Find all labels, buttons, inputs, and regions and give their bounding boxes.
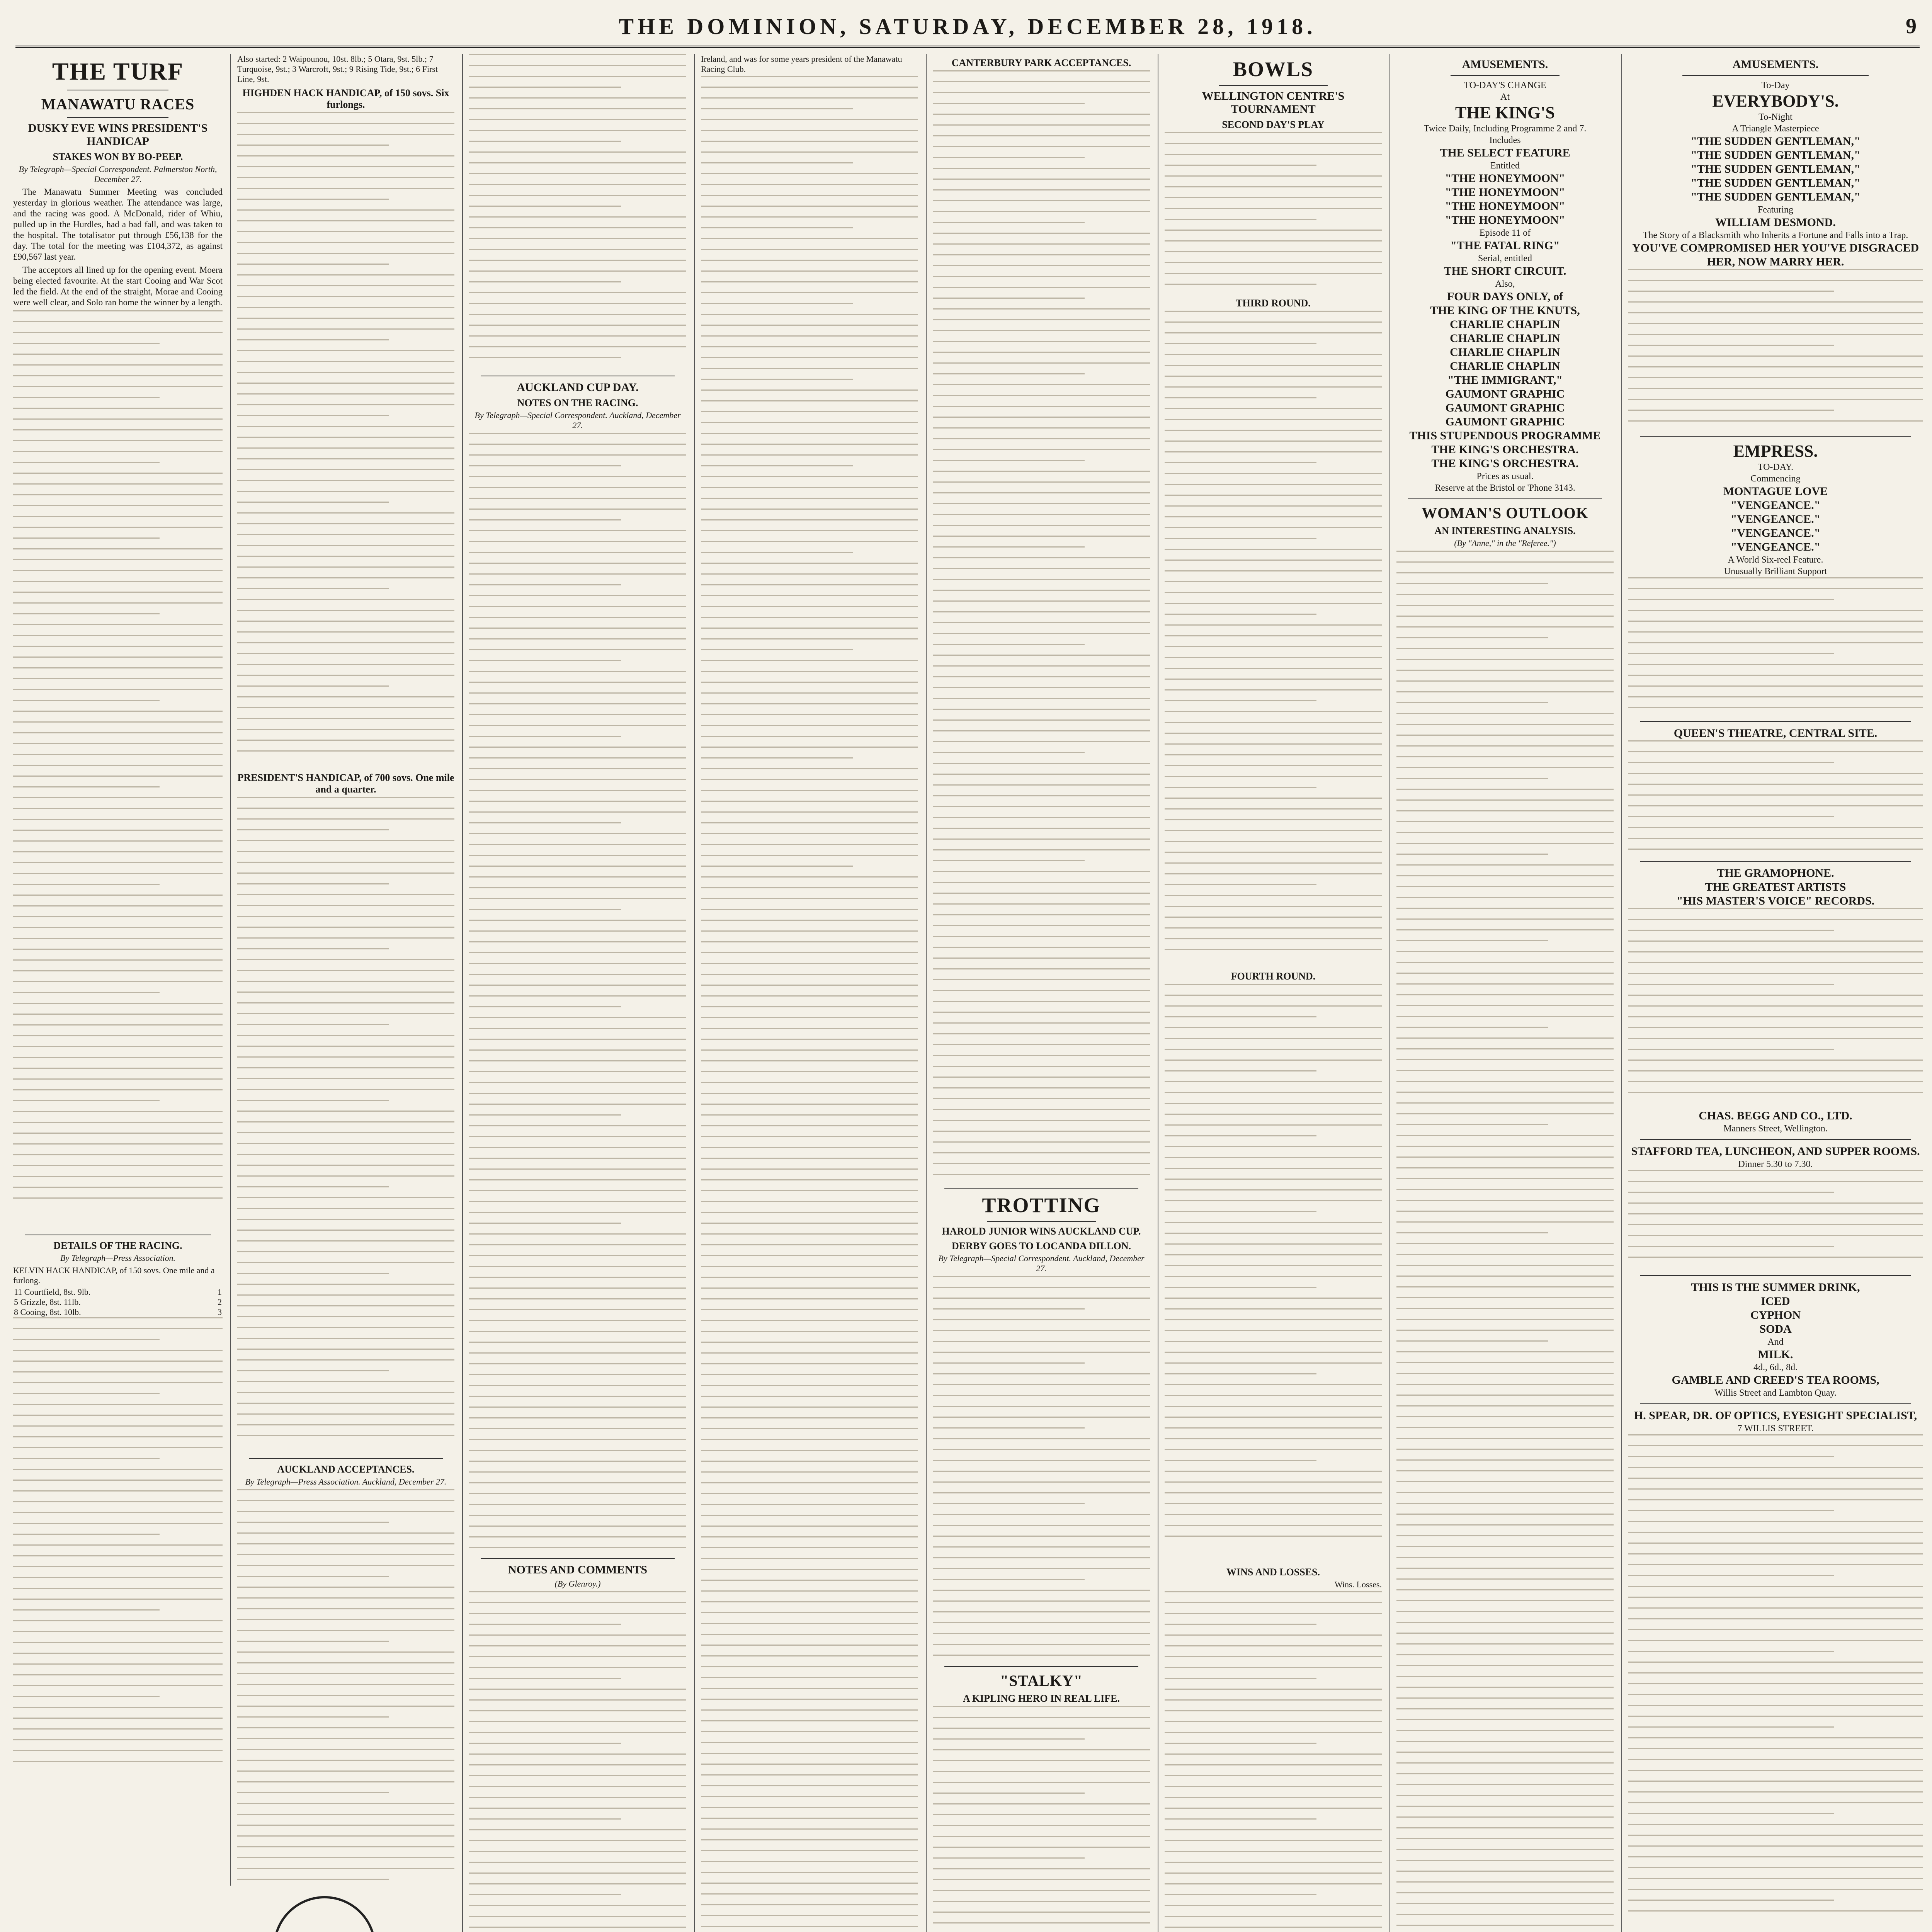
serial: Serial, entitled [1478,253,1532,264]
includes: Includes [1489,135,1521,145]
table-row [13,1297,223,1307]
divider [1640,721,1911,722]
text-block [933,1706,1150,1932]
column-racing-2 [232,54,460,1932]
bowls-sub2: SECOND DAY'S PLAY [1222,119,1325,130]
text-block [1628,1170,1923,1270]
trotting-byline: By Telegraph—Special Correspondent. Auckland, December 27. [938,1253,1145,1273]
children-illustration-image [8,1889,460,1932]
auckland-acceptances-byline: By Telegraph—Press Association. Auckland, December 27. [245,1477,447,1486]
result-place: 2 [218,1297,222,1307]
hack-heading: HIGHDEN HACK HANDICAP, of 150 sovs. Six furlongs. [242,87,449,110]
column-racing-3 [464,54,692,1932]
sudden-gentleman: "THE SUDDEN GENTLEMAN," [1690,149,1861,162]
also: Also, [1495,279,1515,289]
turf-subheading: MANAWATU RACES [41,95,195,113]
turf-story-title: DUSKY EVE WINS PRESIDENT'S HANDICAP [28,122,208,148]
divider [987,1221,1096,1222]
reserve: Reserve at the Bristol or 'Phone 3143. [1435,483,1575,493]
table-row [13,1287,223,1297]
racing-text: Also started: 2 Waipounou, 10st. 8lb.; 5 Otara, 9st. 5lb.; 7 Turquoise, 9st.; 3 Warcroft, 9st.; 9 Rising Tide, 9st.; 6 First Line, 9st. [237,54,438,84]
column-racing-4 [696,54,923,1932]
kings-theatre: THE KING'S [1455,103,1555,122]
masthead [15,7,1920,48]
sudden-gentleman: "THE SUDDEN GENTLEMAN," [1690,135,1861,148]
to-day: To-Day [1761,80,1790,90]
short-circuit: THE SHORT CIRCUIT. [1444,265,1566,277]
summer-drink: THIS IS THE SUMMER DRINK, [1691,1281,1860,1294]
brilliant: Unusually Brilliant Support [1724,566,1827,577]
details-byline: By Telegraph—Press Association. [60,1253,176,1263]
divider [1682,75,1869,76]
milk: MILK. [1758,1348,1793,1361]
column-bowls [1159,54,1387,1932]
turf-heading: THE TURF [52,58,184,85]
column-rule [1621,54,1622,1932]
text-block [701,76,918,1932]
womans-outlook-sub: AN INTERESTING ANALYSIS. [1434,525,1576,536]
iced: ICED [1761,1295,1790,1308]
kings-orchestra: THE KING'S ORCHESTRA. [1431,443,1579,456]
montague-love: MONTAGUE LOVE [1723,485,1828,498]
turf-paragraph: The acceptors all lined up for the opening event. Moera being elected favourite. At the start Cooing and War Scot led the field. At the end of the straight, Morae and Cooing were well clear, and Solo ran home the winner by a length. [13,265,223,307]
to-day-2: TO-DAY. [1757,462,1794,472]
result-place: 1 [218,1287,222,1297]
column-amusements [1391,54,1619,1932]
chaplin: CHARLIE CHAPLIN [1450,346,1560,359]
vengeance: "VENGEANCE." [1730,541,1821,553]
divider [481,1558,675,1559]
divider [249,1458,443,1459]
commencing: Commencing [1750,474,1801,484]
turf-paragraph: The Manawatu Summer Meeting was concluded yesterday in glorious weather. The attendance was large, and the racing was good. A McDonald, rider of Whiu, pulled up in the Hurdles, had a bad fall, and was taken to the hospital. The totalisator put through £56,138 for the day. The total for the meeting was £104,372, as against £90,567 last year. [13,187,223,262]
divider [1640,1139,1911,1140]
chaplin: CHARLIE CHAPLIN [1450,318,1560,331]
divider [1640,1403,1911,1404]
column-turf [8,54,228,1932]
gaumont: GAUMONT GRAPHIC [1445,388,1565,400]
text-block [237,1489,454,1932]
empress: EMPRESS. [1733,442,1818,461]
cup-day-heading: AUCKLAND CUP DAY. [517,381,639,394]
details-text: KELVIN HACK HANDICAP, of 150 sovs. One mile and a furlong. [13,1265,215,1285]
result-name: 5 Grizzle, 8st. 11lb. [14,1297,81,1307]
spear-optics: H. SPEAR, DR. OF OPTICS, EYESIGHT SPECIALIST, [1634,1409,1917,1422]
at-label: At [1500,92,1510,102]
kings-orchestra: THE KING'S ORCHESTRA. [1431,457,1579,470]
honeymoon: "THE HONEYMOON" [1445,172,1565,185]
divider [1640,1275,1911,1276]
wins-losses-heading: WINS AND LOSSES. [1226,1566,1320,1578]
gamble-creed: GAMBLE AND CREED'S TEA ROOMS, [1672,1374,1879,1386]
wins-header: Wins. Losses. [1335,1580,1382,1589]
triangle: A Triangle Masterpiece [1732,124,1819,134]
text-block [1628,908,1923,1109]
result-name: 11 Courtfield, 8st. 9lb. [14,1287,91,1297]
gramophone: THE GRAMOPHONE. [1717,867,1834,879]
womans-outlook-heading: WOMAN'S OUTLOOK [1422,504,1588,522]
and: And [1767,1337,1784,1347]
text-block [933,70,1150,1183]
auckland-text: Ireland, and was for some years president of the Manawatu Racing Club. [701,54,902,74]
honeymoon: "THE HONEYMOON" [1445,186,1565,199]
trotting-heading: TROTTING [982,1194,1101,1217]
column-amusements-2 [1623,54,1928,1932]
column-rule [462,54,463,1932]
results-table [13,1287,223,1317]
six-reel: A World Six-reel Feature. [1728,555,1823,565]
stalky-sub: A KIPLING HERO IN REAL LIFE. [963,1693,1120,1704]
fourth-round-heading: FOURTH ROUND. [1231,971,1316,982]
presidents-heading: PRESIDENT'S HANDICAP, of 700 sovs. One mile and a quarter. [237,772,454,795]
text-block [13,1317,223,1781]
his-masters-voice: "HIS MASTER'S VOICE" RECORDS. [1676,895,1875,907]
willis-lambton: Willis Street and Lambton Quay. [1714,1388,1837,1398]
kodak-advertisement [8,1886,460,1932]
william-desmond: WILLIAM DESMOND. [1715,216,1836,229]
text-block [1165,1591,1382,1932]
twice-daily: Twice Daily, Including Programme 2 and 7. [1423,124,1587,134]
notes-comments-by: (By Glenroy.) [554,1579,601,1588]
turf-stakes-line: STAKES WON BY BO-PEEP. [53,151,183,162]
auckland-acceptances-heading: AUCKLAND ACCEPTANCES. [277,1464,415,1475]
featuring: Featuring [1758,205,1793,215]
bowls-sub: WELLINGTON CENTRE'S TOURNAMENT [1202,90,1345,116]
stupendous-programme: THIS STUPENDOUS PROGRAMME [1409,429,1601,442]
stalky-heading: "STALKY" [1000,1672,1083,1689]
divider [944,1188,1138,1189]
text-block [469,1591,686,1932]
table-row [13,1307,223,1317]
text-block [1628,740,1923,856]
divider [1219,85,1328,86]
page-number: 9 [1906,14,1917,38]
everybodys: EVERYBODY'S. [1712,92,1839,111]
column-rule [926,54,927,1932]
text-block [237,112,454,769]
notes-comments-heading: NOTES AND COMMENTS [508,1563,648,1576]
todays-change: TO-DAY'S CHANGE [1464,80,1546,90]
manners-street: Manners Street, Wellington. [1723,1124,1828,1134]
column-rule [1389,54,1390,1932]
chaplin: CHARLIE CHAPLIN [1450,360,1560,372]
bowls-heading: BOWLS [1233,58,1314,81]
text-block [1396,551,1614,1932]
column-rule [694,54,695,1932]
amusements-heading: AMUSEMENTS. [1462,58,1548,71]
price: 4d., 6d., 8d. [1753,1362,1798,1372]
vengeance: "VENGEANCE." [1730,527,1821,539]
text-block [1165,132,1382,294]
stalky-story [927,1662,1155,1932]
to-night: To-Night [1759,112,1793,122]
gaumont: GAUMONT GRAPHIC [1445,415,1565,428]
text-block [469,433,686,1553]
cyphon: CYPHON [1750,1309,1801,1321]
gaumont: GAUMONT GRAPHIC [1445,401,1565,414]
text-block [1628,577,1923,716]
chas-begg: CHAS. BEGG AND CO., LTD. [1699,1109,1852,1122]
divider [1451,75,1560,76]
honeymoon: "THE HONEYMOON" [1445,214,1565,226]
entitled: Entitled [1490,161,1520,171]
four-days: FOUR DAYS ONLY, of [1447,290,1563,303]
fatal-ring: "THE FATAL RING" [1450,239,1560,252]
divider [1640,436,1911,437]
immigrant: "THE IMMIGRANT," [1447,374,1563,386]
king-of-knuts: THE KING OF THE KNUTS, [1430,304,1580,317]
divider [1640,861,1911,862]
select-feature: THE SELECT FEATURE [1440,146,1570,159]
text-block [13,310,223,1230]
divider [1408,498,1602,499]
text-block [469,54,686,371]
vengeance: "VENGEANCE." [1730,499,1821,512]
text-block [1628,269,1923,431]
trotting-sub: HAROLD JUNIOR WINS AUCKLAND CUP. [942,1226,1141,1237]
vengeance: "VENGEANCE." [1730,513,1821,526]
episode: Episode 11 of [1479,228,1531,238]
sudden-gentleman: "THE SUDDEN GENTLEMAN," [1690,177,1861,189]
compromised: YOU'VE COMPROMISED HER YOU'VE DISGRACED HER, NOW MARRY HER. [1632,242,1919,268]
divider [944,1666,1138,1667]
stafford-tea: STAFFORD TEA, LUNCHEON, AND SUPPER ROOMS. [1631,1145,1920,1158]
amusements2-heading: AMUSEMENTS. [1732,58,1819,71]
sudden-gentleman: "THE SUDDEN GENTLEMAN," [1690,163,1861,175]
details-heading: DETAILS OF THE RACING. [53,1240,182,1251]
sudden-gentleman: "THE SUDDEN GENTLEMAN," [1690,190,1861,203]
spear-address: 7 WILLIS STREET. [1737,1423,1814,1434]
womans-outlook-by: (By "Anne," in the "Referee.") [1454,538,1556,548]
third-round-heading: THIRD ROUND. [1236,298,1311,309]
greatest-artists: THE GREATEST ARTISTS [1705,881,1846,893]
trotting-story: DERBY GOES TO LOCANDA DILLON. [951,1240,1131,1252]
honeymoon: "THE HONEYMOON" [1445,200,1565,213]
text-block [1628,1434,1923,1932]
text-block [237,797,454,1454]
turf-byline: By Telegraph—Special Correspondent. Palmerston North, December 27. [19,164,217,184]
divider [67,117,168,118]
masthead-title: THE DOMINION, SATURDAY, DECEMBER 28, 1918. [619,14,1316,39]
story: The Story of a Blacksmith who Inherits a Fortune and Falls into a Trap. [1643,230,1908,240]
chaplin: CHARLIE CHAPLIN [1450,332,1560,345]
column-rule [230,54,231,1932]
prices: Prices as usual. [1476,471,1534,481]
text-block [1165,984,1382,1563]
notes-byline: By Telegraph—Special Correspondent. Auckland, December 27. [474,410,681,430]
canterbury-heading: CANTERBURY PARK ACCEPTANCES. [951,57,1131,68]
queens-theatre: QUEEN'S THEATRE, CENTRAL SITE. [1673,727,1878,740]
result-place: 3 [218,1307,222,1317]
soda: SODA [1759,1323,1792,1335]
dinner: Dinner 5.30 to 7.30. [1738,1159,1813,1169]
notes-heading: NOTES ON THE RACING. [517,397,638,408]
result-name: 8 Cooing, 8st. 10lb. [14,1307,81,1317]
text-block [1165,311,1382,968]
